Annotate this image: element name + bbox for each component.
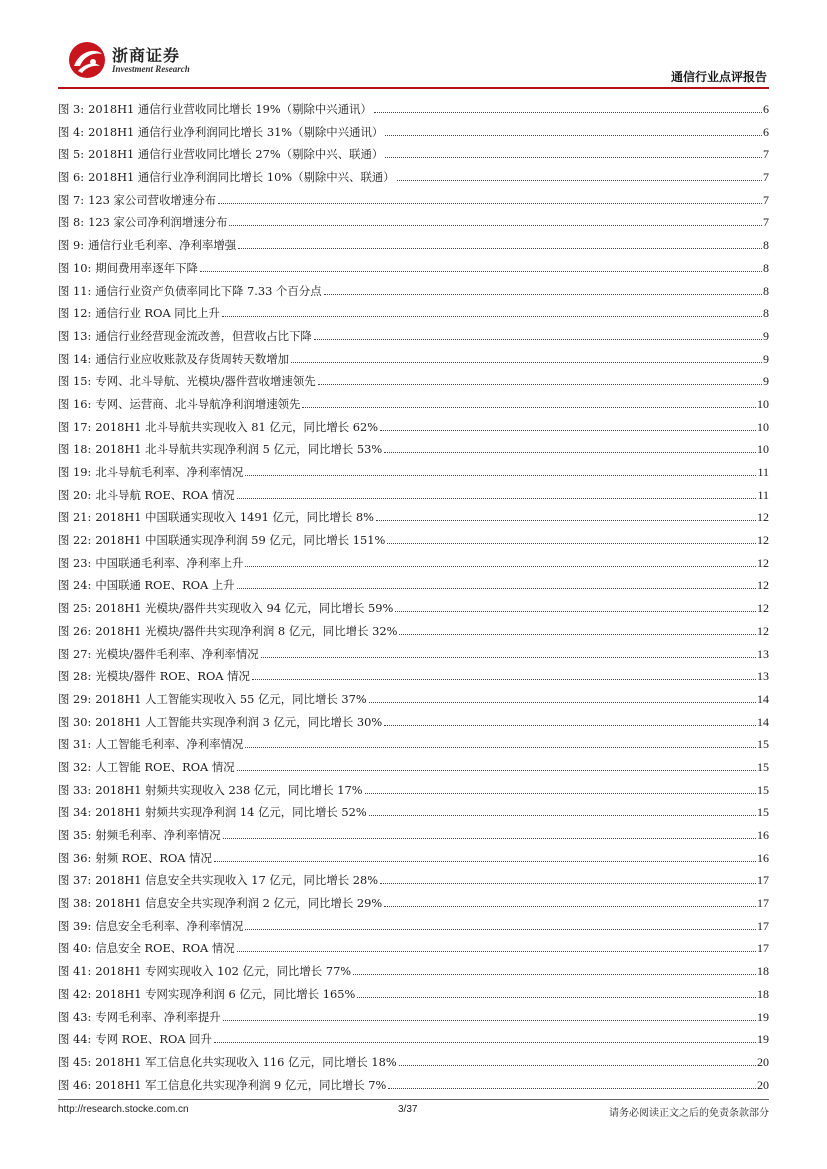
toc-page-number: 15: [757, 805, 769, 820]
toc-entry[interactable]: [58, 532, 769, 555]
toc-figure-number: 图 15:: [58, 374, 92, 389]
toc-page-number: 19: [757, 1032, 769, 1047]
header-divider: [58, 87, 769, 89]
toc-figure-number: 图 33:: [58, 782, 92, 797]
report-type-label: 通信行业点评报告: [670, 70, 767, 84]
toc-entry[interactable]: [58, 1009, 769, 1032]
toc-page-number: 20: [757, 1077, 769, 1092]
toc-entry[interactable]: [58, 736, 769, 759]
toc-figure-number: 图 32:: [58, 759, 92, 774]
toc-page-number: 17: [757, 918, 769, 933]
toc-title: 通信行业 ROA 同比上升: [95, 306, 220, 321]
toc-entry[interactable]: [58, 101, 769, 124]
footer-website-link[interactable]: http://research.stocke.com.cn: [58, 1104, 189, 1115]
toc-dot-leader: [237, 770, 756, 771]
toc-entry[interactable]: [58, 918, 769, 941]
toc-title: 2018H1 通信行业净利润同比增长 10%（剔除中兴、联通）: [88, 170, 395, 185]
page-number: 3/37: [398, 1104, 418, 1115]
toc-dot-leader: [397, 180, 762, 181]
toc-dot-leader: [237, 951, 756, 952]
toc-page-number: 17: [757, 896, 769, 911]
figure-index-list: [58, 101, 769, 1099]
toc-page-number: 15: [757, 737, 769, 752]
toc-figure-number: 图 42:: [58, 986, 92, 1001]
toc-entry[interactable]: [58, 169, 769, 192]
toc-title: 中国联通 ROE、ROA 上升: [95, 578, 235, 593]
toc-page-number: 9: [763, 351, 769, 366]
toc-entry[interactable]: [58, 441, 769, 464]
toc-dot-leader: [353, 974, 756, 975]
toc-page-number: 6: [763, 102, 769, 116]
toc-entry[interactable]: [58, 691, 769, 714]
toc-entry[interactable]: [58, 804, 769, 827]
toc-page-number: 10: [757, 396, 769, 411]
toc-page-number: 14: [757, 714, 769, 729]
toc-title: 2018H1 通信行业营收同比增长 27%（剔除中兴、联通）: [88, 147, 384, 162]
toc-dot-leader: [302, 407, 756, 408]
toc-dot-leader: [245, 747, 756, 748]
toc-page-number: 12: [757, 555, 769, 570]
toc-dot-leader: [200, 271, 762, 272]
toc-entry[interactable]: [58, 555, 769, 578]
toc-page-number: 12: [757, 510, 769, 525]
toc-figure-number: 图 11:: [58, 283, 92, 298]
toc-title: 2018H1 北斗导航共实现收入 81 亿元，同比增长 62%: [95, 419, 379, 434]
toc-figure-number: 图 8:: [58, 215, 85, 230]
toc-figure-number: 图 43:: [58, 1009, 92, 1024]
toc-page-number: 17: [757, 873, 769, 888]
toc-page-number: 12: [757, 578, 769, 593]
toc-page-number: 8: [763, 238, 769, 253]
toc-page-number: 14: [757, 691, 769, 706]
toc-page-number: 19: [757, 1009, 769, 1024]
toc-page-number: 8: [763, 283, 769, 298]
toc-figure-number: 图 13:: [58, 328, 92, 343]
toc-entry[interactable]: [58, 328, 769, 351]
toc-page-number: 13: [757, 669, 769, 684]
toc-figure-number: 图 12:: [58, 306, 92, 321]
toc-page-number: 7: [763, 147, 769, 162]
toc-figure-number: 图 18:: [58, 442, 92, 457]
toc-page-number: 11: [757, 487, 769, 502]
toc-title: 2018H1 信息安全共实现收入 17 亿元，同比增长 28%: [95, 873, 379, 888]
toc-entry[interactable]: [58, 895, 769, 918]
toc-figure-number: 图 5:: [58, 147, 85, 162]
toc-figure-number: 图 21:: [58, 510, 92, 525]
toc-figure-number: 图 29:: [58, 691, 92, 706]
footer-divider: [58, 1099, 769, 1100]
toc-title: 2018H1 人工智能共实现净利润 3 亿元，同比增长 30%: [95, 714, 383, 729]
toc-entry[interactable]: [58, 464, 769, 487]
toc-page-number: 12: [757, 533, 769, 548]
toc-entry[interactable]: [58, 305, 769, 328]
toc-title: 北斗导航 ROE、ROA 情况: [95, 487, 235, 502]
toc-entry[interactable]: [58, 192, 769, 215]
toc-entry[interactable]: [58, 872, 769, 895]
toc-figure-number: 图 38:: [58, 896, 92, 911]
toc-title: 2018H1 通信行业净利润同比增长 31%（剔除中兴通讯）: [88, 124, 384, 139]
toc-dot-leader: [385, 157, 762, 158]
toc-entry[interactable]: [58, 940, 769, 963]
toc-dot-leader: [291, 362, 762, 363]
toc-figure-number: 图 25:: [58, 601, 92, 616]
footer-disclaimer: 请务必阅读正文之后的免责条款部分: [609, 1108, 769, 1119]
toc-dot-leader: [376, 520, 756, 521]
toc-dot-leader: [395, 611, 756, 612]
toc-figure-number: 图 7:: [58, 192, 85, 207]
toc-title: 2018H1 军工信息化共实现净利润 9 亿元，同比增长 7%: [95, 1077, 387, 1092]
toc-title: 专网 ROE、ROA 回升: [95, 1032, 212, 1047]
toc-dot-leader: [380, 883, 756, 884]
toc-entry[interactable]: [58, 146, 769, 169]
toc-title: 通信行业资产负债率同比下降 7.33 个百分点: [95, 283, 322, 298]
toc-title: 信息安全毛利率、净利率情况: [95, 918, 244, 933]
toc-title: 2018H1 光模块/器件共实现收入 94 亿元，同比增长 59%: [95, 601, 394, 616]
toc-page-number: 10: [757, 442, 769, 457]
toc-title: 人工智能 ROE、ROA 情况: [95, 759, 235, 774]
toc-dot-leader: [387, 543, 756, 544]
toc-title: 2018H1 信息安全共实现净利润 2 亿元，同比增长 29%: [95, 896, 383, 911]
toc-dot-leader: [214, 861, 756, 862]
toc-figure-number: 图 3:: [58, 102, 85, 116]
toc-dot-leader: [384, 452, 756, 453]
toc-title: 专网、北斗导航、光模块/器件营收增速领先: [95, 374, 316, 389]
toc-dot-leader: [218, 203, 762, 204]
toc-figure-number: 图 19:: [58, 465, 92, 479]
toc-entry[interactable]: [58, 214, 769, 237]
toc-dot-leader: [318, 384, 762, 385]
toc-page-number: 17: [757, 941, 769, 956]
toc-entry[interactable]: [58, 1031, 769, 1054]
toc-figure-number: 图 24:: [58, 578, 92, 593]
toc-title: 123 家公司净利润增速分布: [88, 215, 228, 230]
toc-title: 专网、运营商、北斗导航净利润增速领先: [95, 396, 301, 411]
logo-english-name: Investment Research: [112, 64, 190, 74]
toc-title: 射频 ROE、ROA 情况: [95, 850, 212, 865]
toc-dot-leader: [399, 1065, 756, 1066]
toc-title: 2018H1 中国联通实现收入 1491 亿元，同比增长 8%: [95, 510, 374, 525]
toc-entry[interactable]: [58, 124, 769, 147]
toc-figure-number: 图 22:: [58, 533, 92, 548]
page-header: [0, 0, 827, 100]
toc-figure-number: 图 9:: [58, 238, 85, 253]
toc-page-number: 12: [757, 623, 769, 638]
toc-dot-leader: [380, 430, 756, 431]
toc-figure-number: 图 27:: [58, 646, 92, 661]
toc-figure-number: 图 46:: [58, 1077, 92, 1092]
toc-figure-number: 图 30:: [58, 714, 92, 729]
toc-title: 2018H1 射频共实现净利润 14 亿元，同比增长 52%: [95, 805, 367, 820]
toc-title: 射频毛利率、净利率情况: [95, 828, 221, 842]
toc-dot-leader: [252, 679, 756, 680]
logo-chinese-name: 浙商证券: [112, 46, 181, 65]
toc-entry[interactable]: [58, 963, 769, 986]
toc-figure-number: 图 23:: [58, 555, 92, 570]
toc-title: 2018H1 专网实现净利润 6 亿元，同比增长 165%: [95, 986, 356, 1001]
toc-page-number: 11: [757, 465, 769, 479]
toc-dot-leader: [261, 657, 756, 658]
toc-figure-number: 图 36:: [58, 850, 92, 865]
toc-title: 期间费用率逐年下降: [95, 260, 198, 275]
toc-entry[interactable]: [58, 260, 769, 283]
toc-entry[interactable]: [58, 600, 769, 623]
toc-page-number: 13: [757, 646, 769, 661]
toc-entry[interactable]: [58, 668, 769, 691]
toc-title: 专网毛利率、净利率提升: [95, 1009, 221, 1024]
toc-figure-number: 图 40:: [58, 941, 92, 956]
toc-title: 通信行业应收账款及存货周转天数增加: [95, 351, 289, 366]
toc-dot-leader: [369, 815, 756, 816]
toc-figure-number: 图 31:: [58, 737, 92, 752]
toc-figure-number: 图 16:: [58, 396, 92, 411]
toc-page-number: 16: [757, 828, 769, 842]
toc-entry[interactable]: [58, 986, 769, 1009]
toc-figure-number: 图 4:: [58, 124, 85, 139]
toc-title: 123 家公司营收增速分布: [88, 192, 216, 207]
toc-figure-number: 图 14:: [58, 351, 92, 366]
toc-entry[interactable]: [58, 850, 769, 873]
toc-dot-leader: [374, 112, 762, 113]
toc-figure-number: 图 26:: [58, 623, 92, 638]
toc-dot-leader: [384, 725, 756, 726]
toc-figure-number: 图 37:: [58, 873, 92, 888]
toc-page-number: 18: [757, 986, 769, 1001]
toc-title: 人工智能毛利率、净利率情况: [95, 737, 244, 752]
toc-dot-leader: [369, 702, 756, 703]
toc-title: 通信行业经营现金流改善，但营收占比下降: [95, 328, 312, 343]
toc-figure-number: 图 10:: [58, 260, 92, 275]
toc-dot-leader: [314, 339, 762, 340]
toc-title: 北斗导航毛利率、净利率情况: [95, 465, 244, 479]
toc-entry[interactable]: [58, 1077, 769, 1100]
toc-figure-number: 图 20:: [58, 487, 92, 502]
toc-dot-leader: [245, 475, 756, 476]
toc-title: 2018H1 通信行业营收同比增长 19%（剔除中兴通讯）: [88, 102, 372, 116]
toc-entry[interactable]: [58, 487, 769, 510]
toc-dot-leader: [245, 566, 756, 567]
toc-title: 光模块/器件毛利率、净利率情况: [95, 646, 259, 661]
toc-page-number: 15: [757, 759, 769, 774]
toc-page-number: 10: [757, 419, 769, 434]
toc-entry[interactable]: [58, 373, 769, 396]
toc-figure-number: 图 28:: [58, 669, 92, 684]
toc-figure-number: 图 17:: [58, 419, 92, 434]
toc-figure-number: 图 35:: [58, 828, 92, 842]
toc-title: 2018H1 军工信息化共实现收入 116 亿元，同比增长 18%: [95, 1054, 397, 1069]
toc-figure-number: 图 39:: [58, 918, 92, 933]
toc-figure-number: 图 45:: [58, 1054, 92, 1069]
toc-dot-leader: [229, 225, 762, 226]
toc-title: 通信行业毛利率、净利率增强: [88, 238, 237, 253]
toc-title: 2018H1 光模块/器件共实现净利润 8 亿元，同比增长 32%: [95, 623, 398, 638]
toc-entry[interactable]: [58, 283, 769, 306]
toc-page-number: 6: [763, 124, 769, 139]
toc-page-number: 7: [763, 170, 769, 185]
toc-entry[interactable]: [58, 237, 769, 260]
toc-page-number: 8: [763, 306, 769, 321]
toc-title: 2018H1 北斗导航共实现净利润 5 亿元，同比增长 53%: [95, 442, 383, 457]
toc-page-number: 20: [757, 1054, 769, 1069]
toc-figure-number: 图 34:: [58, 805, 92, 820]
toc-title: 中国联通毛利率、净利率上升: [95, 555, 244, 570]
toc-dot-leader: [245, 929, 756, 930]
toc-entry[interactable]: [58, 351, 769, 374]
toc-dot-leader: [238, 248, 762, 249]
toc-entry[interactable]: [58, 714, 769, 737]
toc-dot-leader: [365, 793, 756, 794]
toc-title: 2018H1 射频共实现收入 238 亿元，同比增长 17%: [95, 782, 363, 797]
toc-figure-number: 图 44:: [58, 1032, 92, 1047]
toc-entry[interactable]: [58, 1054, 769, 1077]
toc-dot-leader: [237, 588, 756, 589]
toc-entry[interactable]: [58, 827, 769, 850]
toc-dot-leader: [223, 838, 756, 839]
toc-title: 信息安全 ROE、ROA 情况: [95, 941, 235, 956]
toc-dot-leader: [385, 135, 762, 136]
toc-figure-number: 图 6:: [58, 170, 85, 185]
toc-figure-number: 图 41:: [58, 964, 92, 979]
toc-dot-leader: [357, 997, 756, 998]
toc-dot-leader: [223, 1020, 756, 1021]
toc-page-number: 7: [763, 192, 769, 207]
toc-page-number: 7: [763, 215, 769, 230]
toc-dot-leader: [388, 1088, 756, 1089]
toc-title: 光模块/器件 ROE、ROA 情况: [95, 669, 250, 684]
toc-dot-leader: [214, 1042, 756, 1043]
toc-page-number: 9: [763, 328, 769, 343]
toc-dot-leader: [384, 906, 756, 907]
toc-title: 2018H1 中国联通实现净利润 59 亿元，同比增长 151%: [95, 533, 386, 548]
toc-page-number: 8: [763, 260, 769, 275]
toc-entry[interactable]: [58, 623, 769, 646]
toc-page-number: 18: [757, 964, 769, 979]
toc-title: 2018H1 人工智能实现收入 55 亿元，同比增长 37%: [95, 691, 367, 706]
logo-emblem-icon: [66, 40, 108, 80]
company-logo: [66, 40, 190, 80]
toc-entry[interactable]: [58, 782, 769, 805]
toc-entry[interactable]: [58, 509, 769, 532]
toc-page-number: 15: [757, 782, 769, 797]
toc-page-number: 12: [757, 601, 769, 616]
toc-page-number: 9: [763, 374, 769, 389]
toc-entry[interactable]: [58, 646, 769, 669]
toc-dot-leader: [237, 498, 757, 499]
toc-title: 2018H1 专网实现收入 102 亿元，同比增长 77%: [95, 964, 352, 979]
toc-page-number: 16: [757, 850, 769, 865]
toc-entry[interactable]: [58, 396, 769, 419]
toc-dot-leader: [324, 294, 762, 295]
toc-entry[interactable]: [58, 577, 769, 600]
toc-entry[interactable]: [58, 759, 769, 782]
toc-dot-leader: [399, 634, 756, 635]
toc-dot-leader: [222, 316, 762, 317]
toc-entry[interactable]: [58, 419, 769, 442]
